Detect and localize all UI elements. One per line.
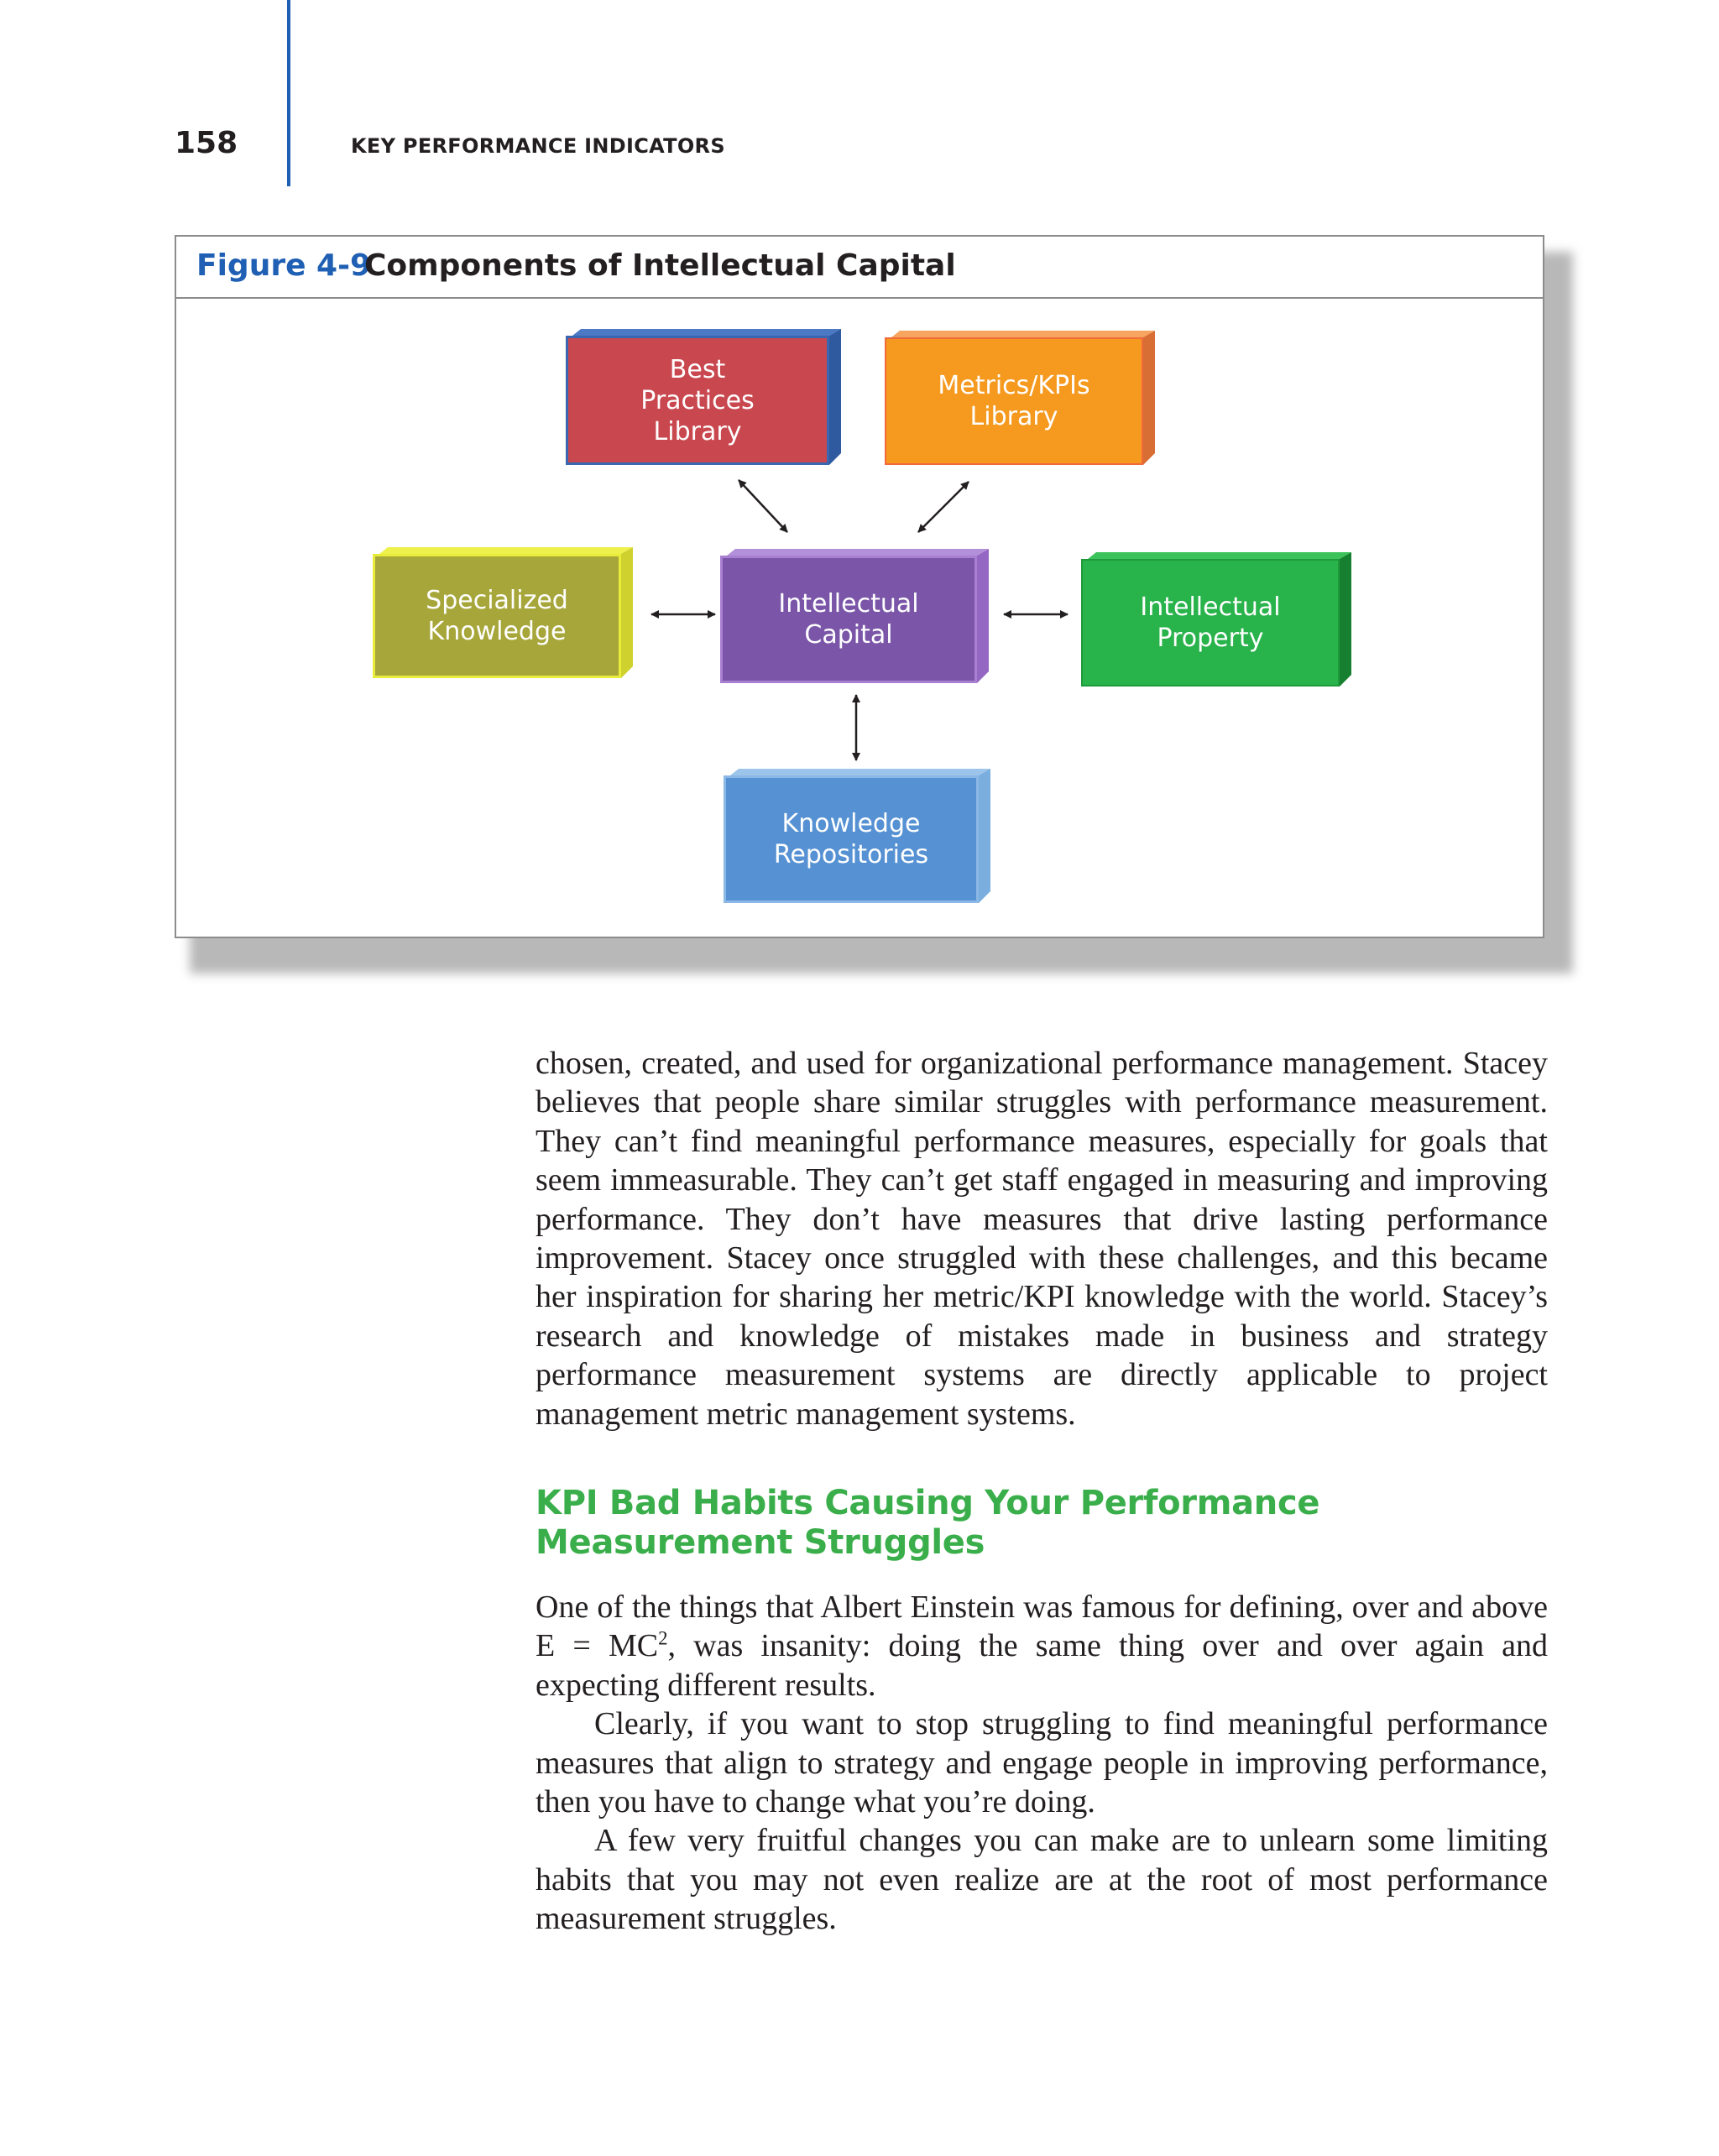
intellectual-capital-label: Intellectual Capital	[720, 556, 977, 683]
intellectual-property-label: Intellectual Property	[1081, 559, 1340, 686]
specialized-knowledge-box	[373, 547, 633, 678]
knowledge-repositories-box	[724, 769, 990, 903]
metrics-kpis-library-label: Metrics/KPIs Library	[885, 337, 1143, 465]
section-heading: KPI Bad Habits Causing Your Performance Measurement Struggles	[536, 1484, 1320, 1562]
header-rule	[287, 0, 290, 186]
best-practices-library-label: Best Practices Library	[566, 336, 829, 465]
paragraph-2	[536, 1588, 1548, 1704]
intellectual-capital-box	[720, 549, 989, 683]
superscript-2: 2	[658, 1627, 668, 1649]
figure-title: Components of Intellectual Capital	[364, 248, 956, 283]
arrow-best-practices-capital	[739, 480, 787, 532]
paragraph-2-before: One of the things that Albert Einstein was famous for defining, over and above E = MC	[536, 1590, 1548, 1664]
paragraph-1: chosen, created, and used for organizational performance management. Stacey believes that people share similar struggles with performance measurement. They can’t find meaningful performance measures, especially for goals that seem immeasurable. They can’t get staff engaged in measuring and improving performance. They don’t have measures that drive lasting performance improvement. Stacey once struggled with these challenges, and this became her inspiration for sharing her metric/KPI knowledge with the world. Stacey’s research and knowledge of mistakes made in business and strategy performance measurement systems are directly applicable to project management metric management systems.	[536, 1046, 1548, 1432]
intellectual-property-box	[1081, 552, 1351, 686]
body-column-bottom	[536, 1588, 1548, 1939]
figure	[175, 235, 1544, 938]
page-number: 158	[175, 126, 238, 160]
knowledge-repositories-label: Knowledge Repositories	[724, 775, 979, 903]
metrics-kpis-library-box	[885, 331, 1155, 465]
best-practices-library-box	[566, 329, 841, 465]
arrow-metrics-capital	[918, 482, 969, 532]
paragraph-2-after: , was insanity: doing the same thing over and over again and expecting different results.	[536, 1628, 1548, 1703]
paragraph-4: A few very fruitful changes you can make are to unlearn some limiting habits that you may not even realize are at the root of most performance measurement struggles.	[536, 1823, 1548, 1937]
body-column-top	[536, 1044, 1548, 1433]
running-title: KEY PERFORMANCE INDICATORS	[351, 134, 725, 158]
figure-label: Figure 4-9	[196, 248, 372, 283]
paragraph-3: Clearly, if you want to stop struggling to find meaningful performance measures that align to strategy and engage people in improving performance, then you have to change what you’re doing.	[536, 1706, 1548, 1820]
specialized-knowledge-label: Specialized Knowledge	[373, 554, 621, 678]
